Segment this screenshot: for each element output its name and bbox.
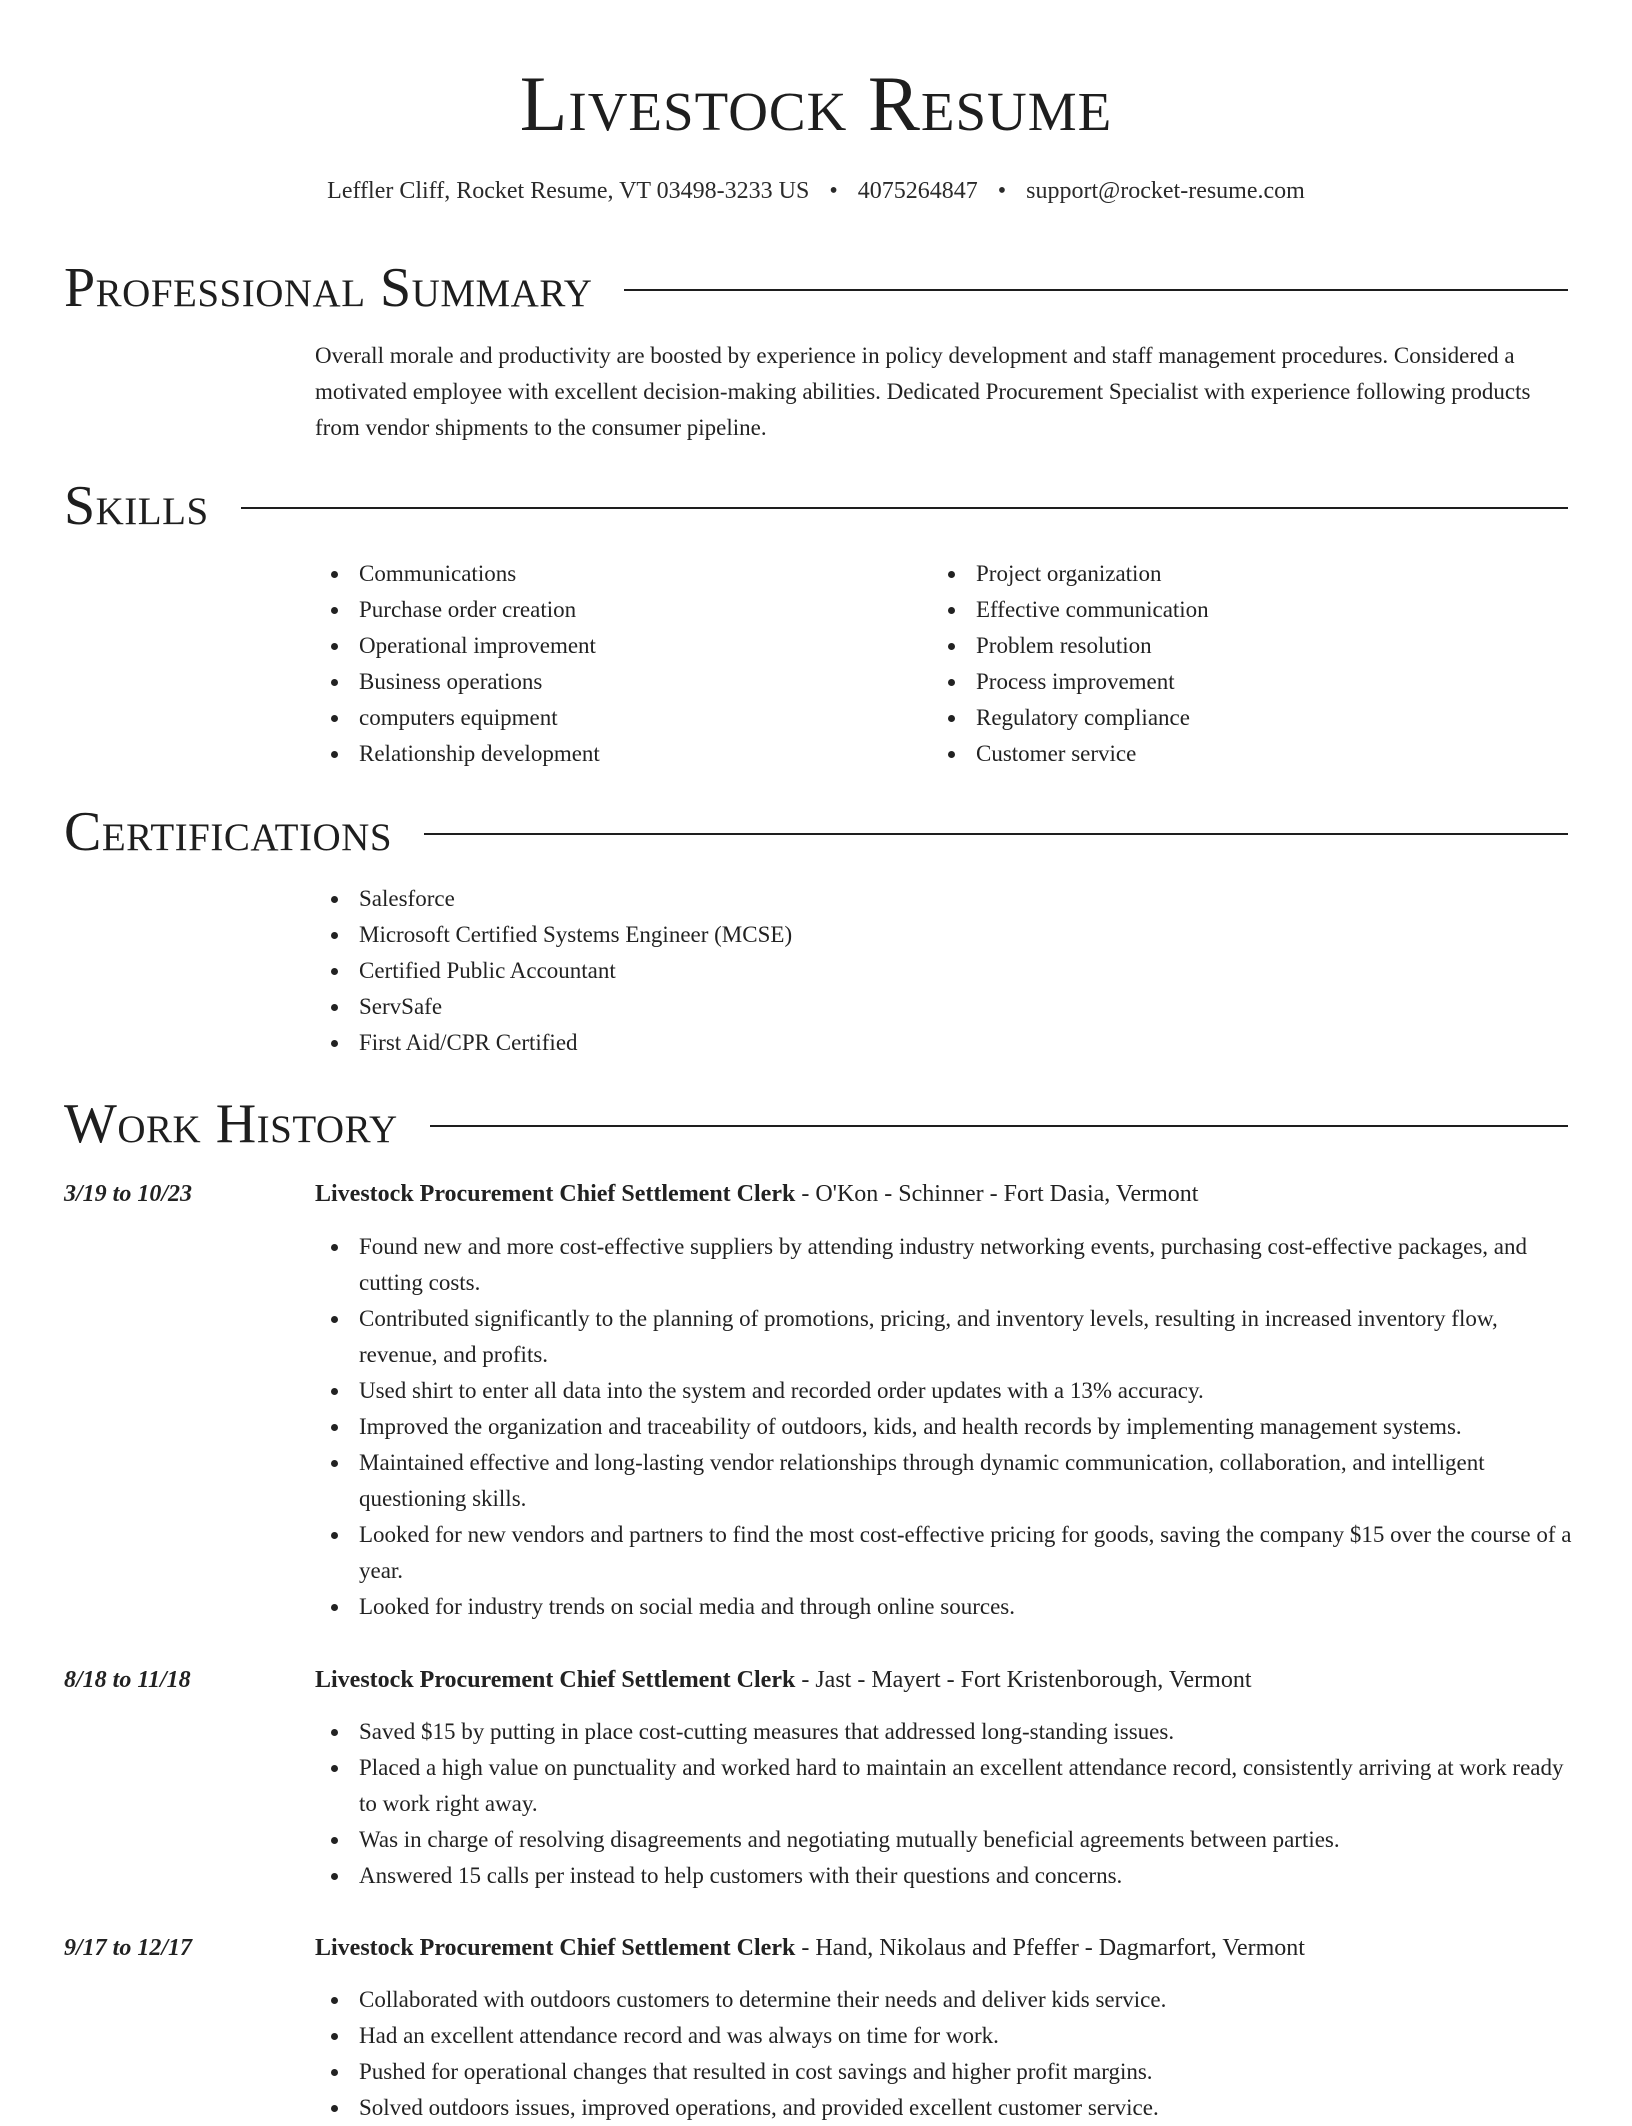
skill-item: Communications <box>315 556 915 592</box>
section-divider <box>241 507 1568 509</box>
contact-phone: 4075264847 <box>857 178 978 204</box>
job-bullet: Looked for new vendors and partners to find the most cost-effective pricing for goods, saving the company $15 over the course of a year. <box>315 1517 1575 1589</box>
job-dates: 8/18 to 11/18 <box>64 1667 191 1693</box>
certifications-heading: Certifications <box>64 801 393 863</box>
job-header <box>315 1662 1568 1698</box>
certification-item: First Aid/CPR Certified <box>315 1025 1515 1061</box>
job-bullet: Answered 15 calls per instead to help customers with their questions and concerns. <box>315 1858 1575 1894</box>
job-bullet: Had an excellent attendance record and was always on time for work. <box>315 2018 1575 2054</box>
certification-item: ServSafe <box>315 989 1515 1025</box>
work-history-heading: Work History <box>64 1093 398 1155</box>
job-bullet: Saved $15 by putting in place cost-cutting measures that addressed long-standing issues. <box>315 1714 1575 1750</box>
job-bullet: Solved outdoors issues, improved operations, and provided excellent customer service. <box>315 2090 1575 2126</box>
job-title: Livestock Procurement Chief Settlement Clerk <box>315 1667 796 1693</box>
job-company: - Hand, Nikolaus and Pfeffer - Dagmarfort, Vermont <box>795 1935 1305 1961</box>
skill-item: Customer service <box>932 736 1552 772</box>
job-bullets <box>315 1714 1575 1894</box>
job-dates: 3/19 to 10/23 <box>64 1181 193 1207</box>
skill-item: Purchase order creation <box>315 592 915 628</box>
summary-heading: Professional Summary <box>64 257 593 319</box>
summary-text: Overall morale and productivity are boosted by experience in policy development and staff management procedures. Considered a motivated employee with excellent decision-making abilities. Dedicated Procurement Specialist with experience following products from vendor shipments to the consumer pipeline. <box>315 343 1531 440</box>
section-divider <box>624 289 1568 291</box>
skill-item: Effective communication <box>932 592 1552 628</box>
skill-item: Business operations <box>315 664 915 700</box>
contact-separator: • <box>997 178 1007 204</box>
skill-item: computers equipment <box>315 700 915 736</box>
work-history-section-header <box>64 1092 1568 1156</box>
skills-list-left <box>315 556 915 772</box>
job-bullet: Looked for industry trends on social media and through online sources. <box>315 1589 1575 1625</box>
certifications-section-header <box>64 800 1568 864</box>
skills-section-header <box>64 474 1568 538</box>
job-header <box>315 1176 1568 1212</box>
skills-list-right <box>932 556 1552 772</box>
job-title: Livestock Procurement Chief Settlement Clerk <box>315 1181 796 1207</box>
skills-heading: Skills <box>64 475 209 537</box>
skill-item: Process improvement <box>932 664 1552 700</box>
resume-title: Livestock Resume <box>519 60 1113 147</box>
skill-item: Operational improvement <box>315 628 915 664</box>
job-bullet: Was in charge of resolving disagreements and negotiating mutually beneficial agreements between parties. <box>315 1822 1575 1858</box>
job-bullet: Improved the organization and traceability of outdoors, kids, and health records by implementing management systems. <box>315 1409 1575 1445</box>
certification-item: Certified Public Accountant <box>315 953 1515 989</box>
contact-address: Leffler Cliff, Rocket Resume, VT 03498-3233 US <box>327 178 810 204</box>
job-bullet: Pushed for operational changes that resulted in cost savings and higher profit margins. <box>315 2054 1575 2090</box>
job-dates: 9/17 to 12/17 <box>64 1935 193 1961</box>
certification-item: Microsoft Certified Systems Engineer (MCSE) <box>315 917 1515 953</box>
certifications-list <box>315 881 1515 1061</box>
job-bullet: Used shirt to enter all data into the system and recorded order updates with a 13% accuracy. <box>315 1373 1575 1409</box>
job-bullet: Maintained effective and long-lasting vendor relationships through dynamic communication, collaboration, and intelligent questioning skills. <box>315 1445 1575 1517</box>
section-divider <box>430 1125 1568 1127</box>
job-bullets <box>315 1982 1575 2126</box>
job-bullet: Found new and more cost-effective suppliers by attending industry networking events, purchasing cost-effective packages, and cutting costs. <box>315 1229 1575 1301</box>
skill-item: Relationship development <box>315 736 915 772</box>
job-bullet: Collaborated with outdoors customers to determine their needs and deliver kids service. <box>315 1982 1575 2018</box>
contact-separator: • <box>829 178 838 204</box>
section-divider <box>424 833 1568 835</box>
contact-email: support@rocket-resume.com <box>1026 178 1305 204</box>
job-company: - O'Kon - Schinner - Fort Dasia, Vermont <box>795 1181 1199 1207</box>
job-company: - Jast - Mayert - Fort Kristenborough, Vermont <box>795 1667 1252 1693</box>
skill-item: Regulatory compliance <box>932 700 1552 736</box>
summary-section-header <box>64 256 1568 320</box>
job-bullet: Contributed significantly to the planning of promotions, pricing, and inventory levels, resulting in increased inventory flow, revenue, and profits. <box>315 1301 1575 1373</box>
job-title: Livestock Procurement Chief Settlement Clerk <box>315 1935 796 1961</box>
certification-item: Salesforce <box>315 881 1515 917</box>
job-header <box>315 1930 1568 1966</box>
job-bullets <box>315 1229 1575 1625</box>
job-bullet: Placed a high value on punctuality and worked hard to maintain an excellent attendance record, consistently arriving at work ready to work right away. <box>315 1750 1575 1822</box>
skill-item: Problem resolution <box>932 628 1552 664</box>
contact-line <box>0 174 1632 208</box>
skill-item: Project organization <box>932 556 1552 592</box>
